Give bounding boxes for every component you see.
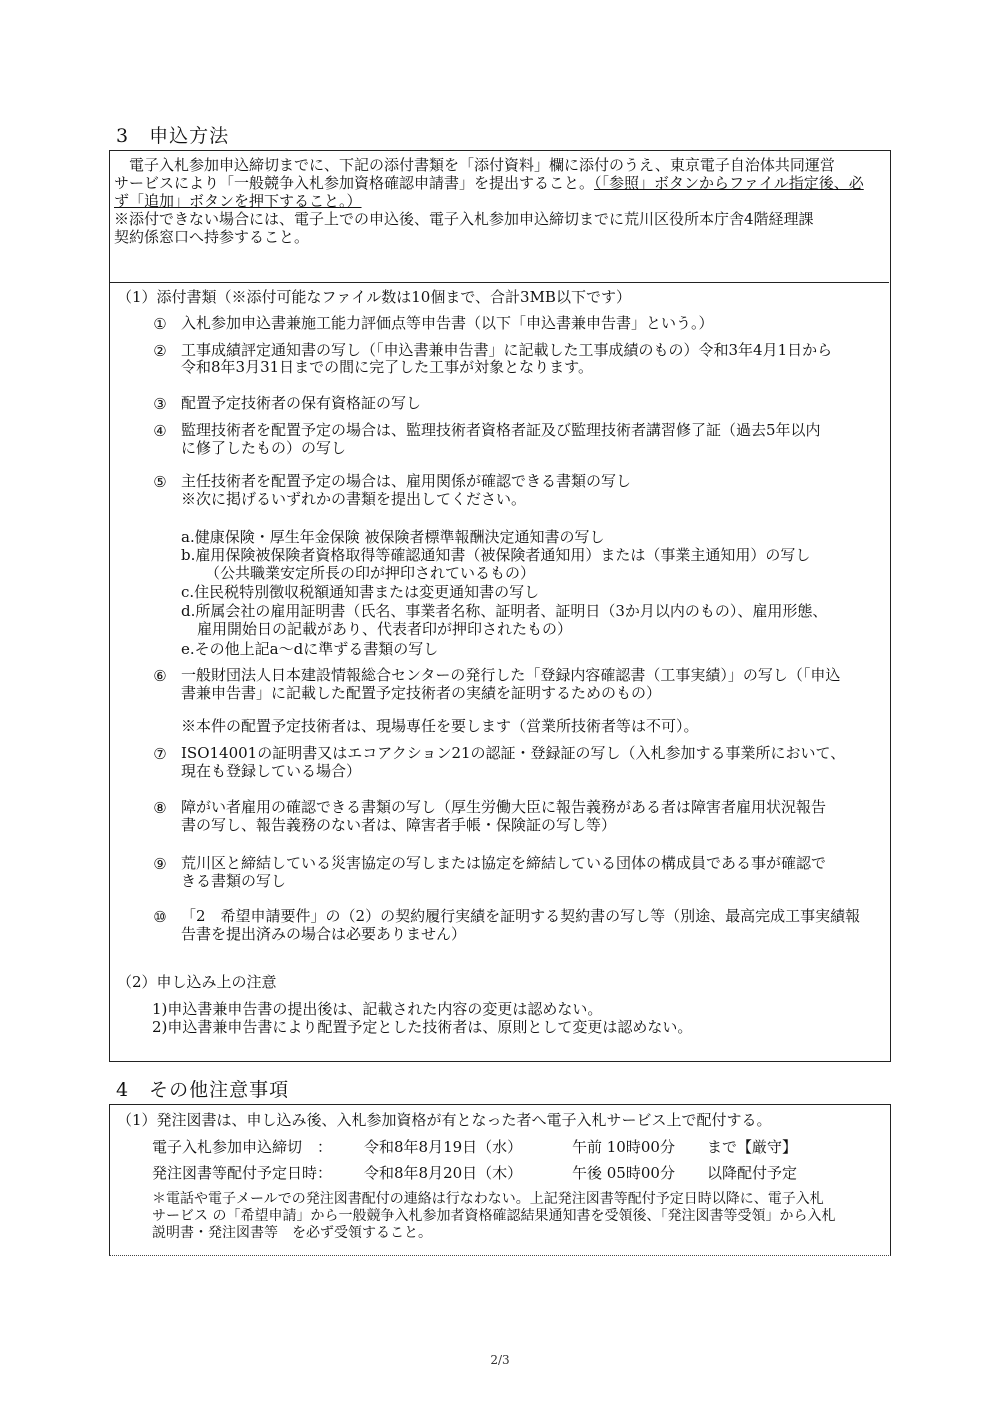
doc-item-b: b.雇用保険被保険者資格取得等確認通知書（被保険者通知用）または（事業主通知用）の写し [181,546,811,564]
item-number: ⑦ [153,745,167,763]
item-text: 書の写し、報告義務のない者は、障害者手帳・保険証の写し等） [181,816,617,834]
schedule-note: まで【厳守】 [707,1138,798,1156]
section-3-divider [109,282,889,283]
distribution-note: 説明書・発注図書等 を必ず受領すること。 [152,1225,432,1241]
item-text: ISO14001の証明書又はエコアクション21の認証・登録証の写し（入札参加する事業所において、 [181,744,846,762]
section-3-heading: 3 申込方法 [116,125,230,147]
schedule-date: 令和8年8月19日（水） [364,1138,523,1156]
item-number: ③ [153,395,167,413]
intro-line: ※添付できない場合には、電子上での申込後、電子入札参加申込締切までに荒川区役所本庁舎4階経理課 [114,210,814,228]
item-text: 「2 希望申請要件」の（2）の契約履行実績を証明する契約書の写し等（別途、最高完成工事実績報 [181,907,861,925]
item-text: に修了したもの）の写し [181,439,347,457]
subsection-1-title: （1）添付書類（※添付可能なファイル数は10個まで、合計3MB以下です） [117,288,631,306]
item-text: 告書を提出済みの場合は必要ありません） [181,925,467,943]
item-text: 書兼申告書」に記載した配置予定技術者の実績を証明するためのもの） [181,684,662,702]
intro-underlined-line: ず「追加」ボタンを押下すること。） [114,192,362,210]
distribution-note: ＊電話や電子メールでの発注図書配付の連絡は行なわない。上記発注図書等配付予定日時以降に、電子入札 [152,1191,824,1207]
schedule-label: 発注図書等配付予定日時： [152,1164,333,1182]
intro-underlined-text: （「参照」ボタンからファイル指定後、必 [594,174,864,192]
schedule-date: 令和8年8月20日（木） [364,1164,523,1182]
item-text: ※次に掲げるいずれかの書類を提出してください。 [181,490,527,508]
doc-item-e: e.その他上記a～dに準ずる書類の写し [181,640,439,658]
item-text: 監理技術者を配置予定の場合は、監理技術者資格者証及び監理技術者講習修了証（過去5年以内 [181,421,821,439]
item-6-note: ※本件の配置予定技術者は、現場専任を要します（営業所技術者等は不可）。 [181,717,699,735]
section-4-heading: 4 その他注意事項 [116,1079,290,1101]
item-text: 入札参加申込書兼施工能力評価点等申告書（以下「申込書兼申告書」という。） [181,314,714,332]
notice-item: 2)申込書兼申告書により配置予定とした技術者は、原則として変更は認めない。 [152,1018,693,1036]
item-number: ② [153,342,167,360]
item-number: ④ [153,422,167,440]
item-number: ⑥ [153,667,167,685]
doc-item-d: d.所属会社の雇用証明書（氏名、事業者名称、証明者、証明日（3か月以内のもの）、雇用形態、 [181,602,828,620]
intro-line: 契約係窓口へ持参すること。 [114,228,310,246]
schedule-time: 午前 10時00分 [572,1138,675,1156]
page-number: 2/3 [490,1353,510,1367]
intro-line: 電子入札参加申込締切までに、下記の添付書類を「添付資料」欄に添付のうえ、東京電子自治体共同運営 [114,156,835,174]
subsection-2-title: （2）申し込み上の注意 [117,973,277,991]
item-text: 障がい者雇用の確認できる書類の写し（厚生労働大臣に報告義務がある者は障害者雇用状況報告 [181,798,827,816]
item-number: ① [153,315,167,333]
item-number: ⑤ [153,473,167,491]
item-number: ⑩ [153,908,167,926]
item-text: きる書類の写し [181,872,287,890]
doc-item-a: a.健康保険・厚生年金保険 被保険者標準報酬決定通知書の写し [181,528,605,546]
distribution-notice: （1）発注図書は、申し込み後、入札参加資格が有となった者へ電子入札サービス上で配付する。 [117,1111,772,1129]
item-text: 主任技術者を配置予定の場合は、雇用関係が確認できる書類の写し [181,472,632,490]
item-text: 一般財団法人日本建設情報総合センターの発行した「登録内容確認書（工事実績）」の写し（「申込 [181,666,841,684]
item-text: 工事成績評定通知書の写し（「申込書兼申告書」に記載した工事成績のもの）令和3年4月1日から [181,341,833,359]
schedule-note: 以降配付予定 [707,1164,798,1182]
doc-item-c: c.住民税特別徴収税額通知書または変更通知書の写し [181,583,540,601]
item-text: 令和8年3月31日までの間に完了した工事が対象となります。 [181,358,593,376]
doc-item-b-note: （公共職業安定所長の印が押印されているもの） [205,564,536,582]
schedule-label: 電子入札参加申込締切 ： [152,1138,333,1156]
doc-item-d-cont: 雇用開始日の記載があり、代表者印が押印されたもの） [197,620,573,638]
schedule-time: 午後 05時00分 [572,1164,675,1182]
intro-line-text: サービスにより「一般競争入札参加資格確認申請書」を提出すること。 [114,174,595,192]
notice-item: 1)申込書兼申告書の提出後は、記載された内容の変更は認めない。 [152,1000,603,1018]
item-text: 現在も登録している場合） [181,762,362,780]
item-text: 荒川区と締結している災害協定の写しまたは協定を締結している団体の構成員である事が確認で [181,854,827,872]
item-number: ⑧ [153,799,167,817]
item-number: ⑨ [153,855,167,873]
intro-line [114,175,864,192]
distribution-note: サービス の「希望申請」から一般競争入札参加者資格確認結果通知書を受領後、「発注図書等受領」から入札 [152,1208,836,1224]
item-text: 配置予定技術者の保有資格証の写し [181,394,422,412]
